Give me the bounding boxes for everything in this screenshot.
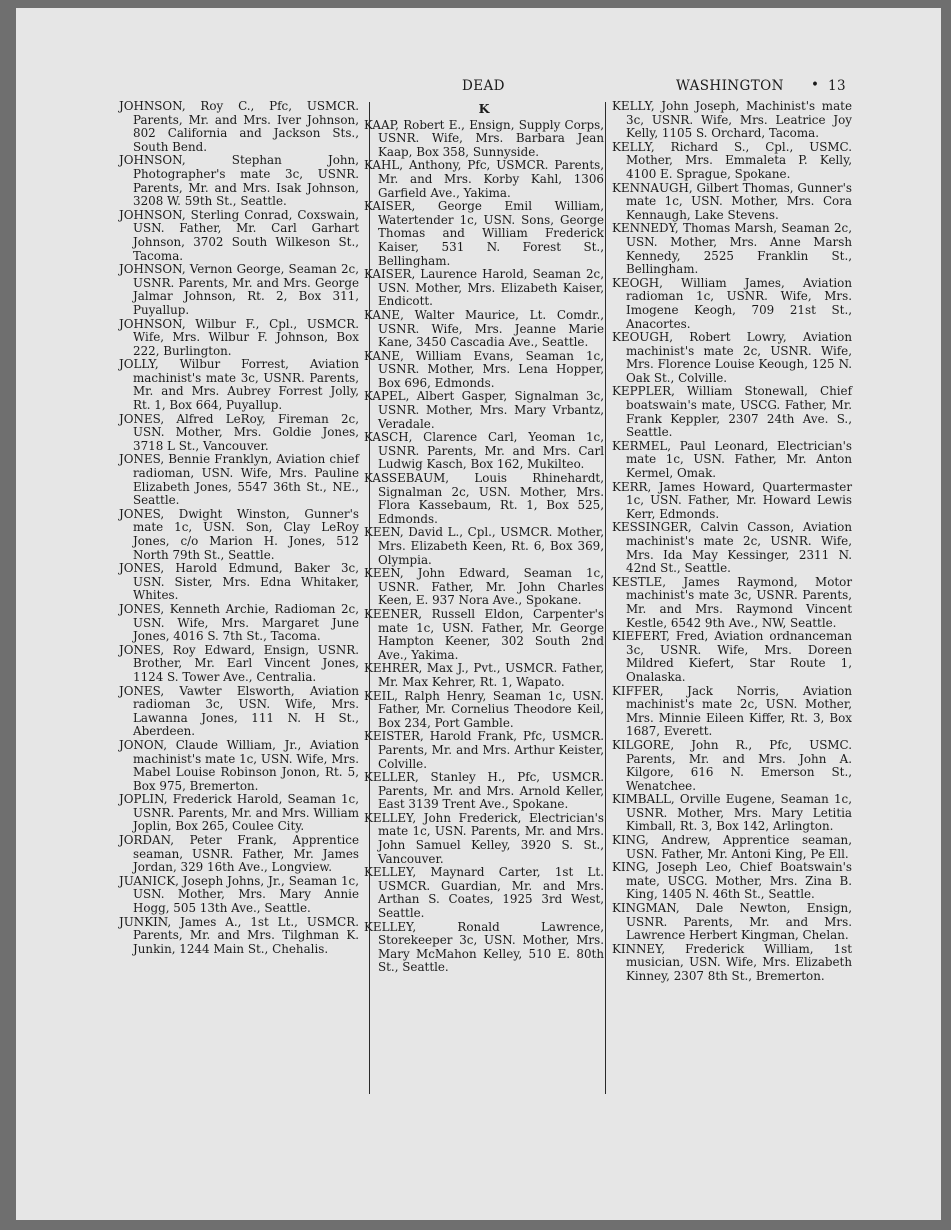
casualty-entry: KAPEL, Albert Gasper, Signalman 3c, USNR. Mother, Mrs. Mary Vrbantz, Veradale. — [364, 389, 604, 431]
casualty-entry: JONON, Claude William, Jr., Aviation machinist's mate 1c, USN. Wife, Mrs. Mabel Louise Robinson Jonon, Rt. 5, Box 975, Bremerton. — [119, 737, 359, 793]
casualty-entry: JONES, Harold Edmund, Baker 3c, USN. Sister, Mrs. Edna Whitaker, Whites. — [119, 561, 359, 603]
casualty-entry: JONES, Bennie Franklyn, Aviation chief radioman, USN. Wife, Mrs. Pauline Elizabeth Jones, 5547 36th St., NE., Seattle. — [119, 452, 359, 508]
casualty-entry: KING, Andrew, Apprentice seaman, USN. Father, Mr. Antoni King, Pe Ell. — [612, 833, 852, 861]
state-title: WASHINGTON — [676, 78, 784, 94]
casualty-entry: KEOUGH, Robert Lowry, Aviation machinist's mate 2c, USNR. Wife, Mrs. Florence Louise Keough, 125 N. Oak St., Colville. — [612, 330, 852, 385]
casualty-entry: KELLY, John Joseph, Machinist's mate 3c, USNR. Wife, Mrs. Leatrice Joy Kelly, 1105 S. Orchard, Tacoma. — [612, 99, 852, 141]
section-letter: K — [478, 101, 490, 116]
casualty-entry: KANE, William Evans, Seaman 1c, USNR. Mother, Mrs. Lena Hopper, Box 696, Edmonds. — [364, 348, 604, 390]
casualty-entry: KESSINGER, Calvin Casson, Aviation machinist's mate 2c, USNR. Wife, Mrs. Ida May Kessinger, 2311 N. 42nd St., Seattle. — [612, 520, 852, 576]
casualty-entry: JOHNSON, Wilbur F., Cpl., USMCR. Wife, Mrs. Wilbur F. Johnson, Box 222, Burlington. — [119, 316, 359, 358]
casualty-entry: KAAP, Robert E., Ensign, Supply Corps, USNR. Wife, Mrs. Barbara Jean Kaap, Box 358, Sunnyside. — [364, 117, 604, 159]
header-bullet-icon: • — [811, 77, 820, 93]
casualty-entry: KILGORE, John R., Pfc, USMC. Parents, Mr. and Mrs. John A. Kilgore, 616 N. Emerson St., Wenatchee. — [612, 737, 852, 793]
casualty-entry: KEENER, Russell Eldon, Carpenter's mate 1c, USN. Father, Mr. George Hampton Keener, 302 South 2nd Ave., Yakima. — [364, 606, 604, 662]
casualty-entry: KEHRER, Max J., Pvt., USMCR. Father, Mr. Max Kehrer, Rt. 1, Wapato. — [364, 661, 604, 689]
casualty-entry: JONES, Kenneth Archie, Radioman 2c, USN. Wife, Mrs. Margaret June Jones, 4016 S. 7th St., Tacoma. — [119, 601, 359, 644]
casualty-entry: KESTLE, James Raymond, Motor machinist's mate 3c, USNR. Parents, Mr. and Mrs. Raymond Vincent Kestle, 6542 9th Ave., NW, Seattle. — [612, 574, 852, 630]
casualty-entry: KASCH, Clarence Carl, Yeoman 1c, USNR. Parents, Mr. and Mrs. Carl Ludwig Kasch, Box 162, Mukilteo. — [364, 430, 604, 472]
casualty-entry: JONES, Dwight Winston, Gunner's mate 1c, USN. Son, Clay LeRoy Jones, c/o Marion H. Jones, 512 North 79th St., Seattle. — [119, 506, 359, 562]
casualty-entry: KING, Joseph Leo, Chief Boatswain's mate, USCG. Mother, Mrs. Zina B. King, 1405 N. 46th St., Seattle. — [612, 860, 852, 902]
casualty-entry: KELLEY, Ronald Lawrence, Storekeeper 3c, USN. Mother, Mrs. Mary McMahon Kelley, 510 E. 80th St., Seattle. — [364, 919, 604, 975]
casualty-entry: KELLER, Stanley H., Pfc, USMCR. Parents, Mr. and Mrs. Arnold Keller, East 3139 Trent Ave., Spokane. — [364, 770, 604, 812]
casualty-entry: KEOGH, William James, Aviation radioman 1c, USNR. Wife, Mrs. Imogene Keogh, 709 21st St., Anacortes. — [612, 275, 852, 331]
casualty-entry: JUANICK, Joseph Johns, Jr., Seaman 1c, USN. Mother, Mrs. Mary Annie Hogg, 505 13th Ave., Seattle. — [119, 873, 359, 916]
casualty-entry: KANE, Walter Maurice, Lt. Comdr., USNR. Wife, Mrs. Jeanne Marie Kane, 3450 Cascadia Ave., Seattle. — [364, 307, 604, 350]
casualty-entry: KAHL, Anthony, Pfc, USMCR. Parents, Mr. and Mrs. Korby Kahl, 1306 Garfield Ave., Yakima. — [364, 158, 604, 200]
column-1 — [119, 100, 359, 956]
column-3 — [612, 100, 852, 984]
casualty-entry: KERMEL, Paul Leonard, Electrician's mate 1c, USN. Father, Mr. Anton Kermel, Omak. — [612, 438, 852, 481]
casualty-entry: JOHNSON, Vernon George, Seaman 2c, USNR. Parents, Mr. and Mrs. George Jalmar Johnson, Rt. 2, Box 311, Puyallup. — [119, 262, 359, 317]
casualty-entry: KINGMAN, Dale Newton, Ensign, USNR. Parents, Mr. and Mrs. Lawrence Herbert Kingman, Chelan. — [612, 901, 852, 943]
casualty-entry: JORDAN, Peter Frank, Apprentice seaman, USNR. Father, Mr. James Jordan, 329 16th Ave., Longview. — [119, 833, 359, 875]
casualty-entry: JONES, Alfred LeRoy, Fireman 2c, USN. Mother, Mrs. Goldie Jones, 3718 L St., Vancouver. — [119, 411, 359, 453]
column-2 — [364, 100, 604, 975]
casualty-entry: KEISTER, Harold Frank, Pfc, USMCR. Parents, Mr. and Mrs. Arthur Keister, Colville. — [364, 729, 604, 771]
casualty-entry: JOHNSON, Sterling Conrad, Coxswain, USN. Father, Mr. Carl Garhart Johnson, 3702 South Wilkeson St., Tacoma. — [119, 207, 359, 263]
page-header — [16, 78, 941, 100]
casualty-entry: KENNEDY, Thomas Marsh, Seaman 2c, USN. Mother, Mrs. Anne Marsh Kennedy, 2525 Franklin St., Bellingham. — [612, 221, 852, 277]
casualty-entry: KELLEY, Maynard Carter, 1st Lt. USMCR. Guardian, Mr. and Mrs. Arthan S. Coates, 1925 3rd West, Seattle. — [364, 865, 604, 921]
casualty-entry: KIMBALL, Orville Eugene, Seaman 1c, USNR. Mother, Mrs. Mary Letitia Kimball, Rt. 3, Box 142, Arlington. — [612, 792, 852, 834]
casualty-entry: KEEN, John Edward, Seaman 1c, USNR. Father, Mr. John Charles Keen, E. 937 Nora Ave., Spokane. — [364, 566, 604, 608]
document-page — [16, 8, 941, 1220]
casualty-entry: JUNKIN, James A., 1st Lt., USMCR. Parents, Mr. and Mrs. Tilghman K. Junkin, 1244 Main St., Chehalis. — [119, 914, 359, 956]
casualty-entry: KASSEBAUM, Louis Rhinehardt, Signalman 2c, USN. Mother, Mrs. Flora Kassebaum, Rt. 1, Box 525, Edmonds. — [364, 471, 604, 526]
casualty-entry: KEEN, David L., Cpl., USMCR. Mother, Mrs. Elizabeth Keen, Rt. 6, Box 369, Olympia. — [364, 525, 604, 567]
page-number: 13 — [828, 78, 846, 94]
casualty-entry: KEIL, Ralph Henry, Seaman 1c, USN. Father, Mr. Cornelius Theodore Keil, Box 234, Port Gamble. — [364, 688, 604, 730]
casualty-entry: KERR, James Howard, Quartermaster 1c, USN. Father, Mr. Howard Lewis Kerr, Edmonds. — [612, 479, 852, 521]
casualty-entry: KAISER, George Emil William, Watertender 1c, USN. Sons, George Thomas and William Frederick Kaiser, 531 N. Forest St., Bellingham. — [364, 199, 604, 268]
casualty-entry: JONES, Vawter Elsworth, Aviation radioman 3c, USN. Wife, Mrs. Lawanna Jones, 111 N. H St., Aberdeen. — [119, 683, 359, 739]
casualty-entry: JOLLY, Wilbur Forrest, Aviation machinist's mate 3c, USNR. Parents, Mr. and Mrs. Aubrey Forrest Jolly, Rt. 1, Box 664, Puyallup. — [119, 357, 359, 413]
casualty-entry: KIEFERT, Fred, Aviation ordnanceman 3c, USNR. Wife, Mrs. Doreen Mildred Kiefert, Star Route 1, Onalaska. — [612, 629, 852, 684]
casualty-entry: KENNAUGH, Gilbert Thomas, Gunner's mate 1c, USN. Mother, Mrs. Cora Kennaugh, Lake Stevens. — [612, 180, 852, 222]
casualty-entry: JOHNSON, Stephan John, Photographer's mate 3c, USNR. Parents, Mr. and Mrs. Isak Johnson, 3208 W. 59th St., Seattle. — [119, 153, 359, 209]
casualty-entry: KELLEY, John Frederick, Electrician's mate 1c, USN. Parents, Mr. and Mrs. John Samuel Kelley, 3920 S. St., Vancouver. — [364, 810, 604, 866]
casualty-entry: JOPLIN, Frederick Harold, Seaman 1c, USNR. Parents, Mr. and Mrs. William Joplin, Box 265, Coulee City. — [119, 792, 359, 834]
casualty-entry: JONES, Roy Edward, Ensign, USNR. Brother, Mr. Earl Vincent Jones, 1124 S. Tower Ave., Centralia. — [119, 642, 359, 684]
casualty-entry: KEPPLER, William Stonewall, Chief boatswain's mate, USCG. Father, Mr. Frank Keppler, 2307 24th Ave. S., Seattle. — [612, 384, 852, 440]
column-divider — [605, 102, 606, 1094]
section-title: DEAD — [462, 78, 505, 94]
casualty-entry: KAISER, Laurence Harold, Seaman 2c, USN. Mother, Mrs. Elizabeth Kaiser, Endicott. — [364, 267, 604, 309]
casualty-entry: JOHNSON, Roy C., Pfc, USMCR. Parents, Mr. and Mrs. Iver Johnson, 802 California and Jackson Sts., South Bend. — [119, 99, 359, 154]
casualty-entry: KINNEY, Frederick William, 1st musician, USN. Wife, Mrs. Elizabeth Kinney, 2307 8th St., Bremerton. — [612, 941, 852, 983]
casualty-entry: KELLY, Richard S., Cpl., USMC. Mother, Mrs. Emmaleta P. Kelly, 4100 E. Sprague, Spokane. — [612, 139, 852, 181]
casualty-entry: KIFFER, Jack Norris, Aviation machinist's mate 2c, USN. Mother, Mrs. Minnie Eileen Kiffer, Rt. 3, Box 1687, Everett. — [612, 683, 852, 739]
